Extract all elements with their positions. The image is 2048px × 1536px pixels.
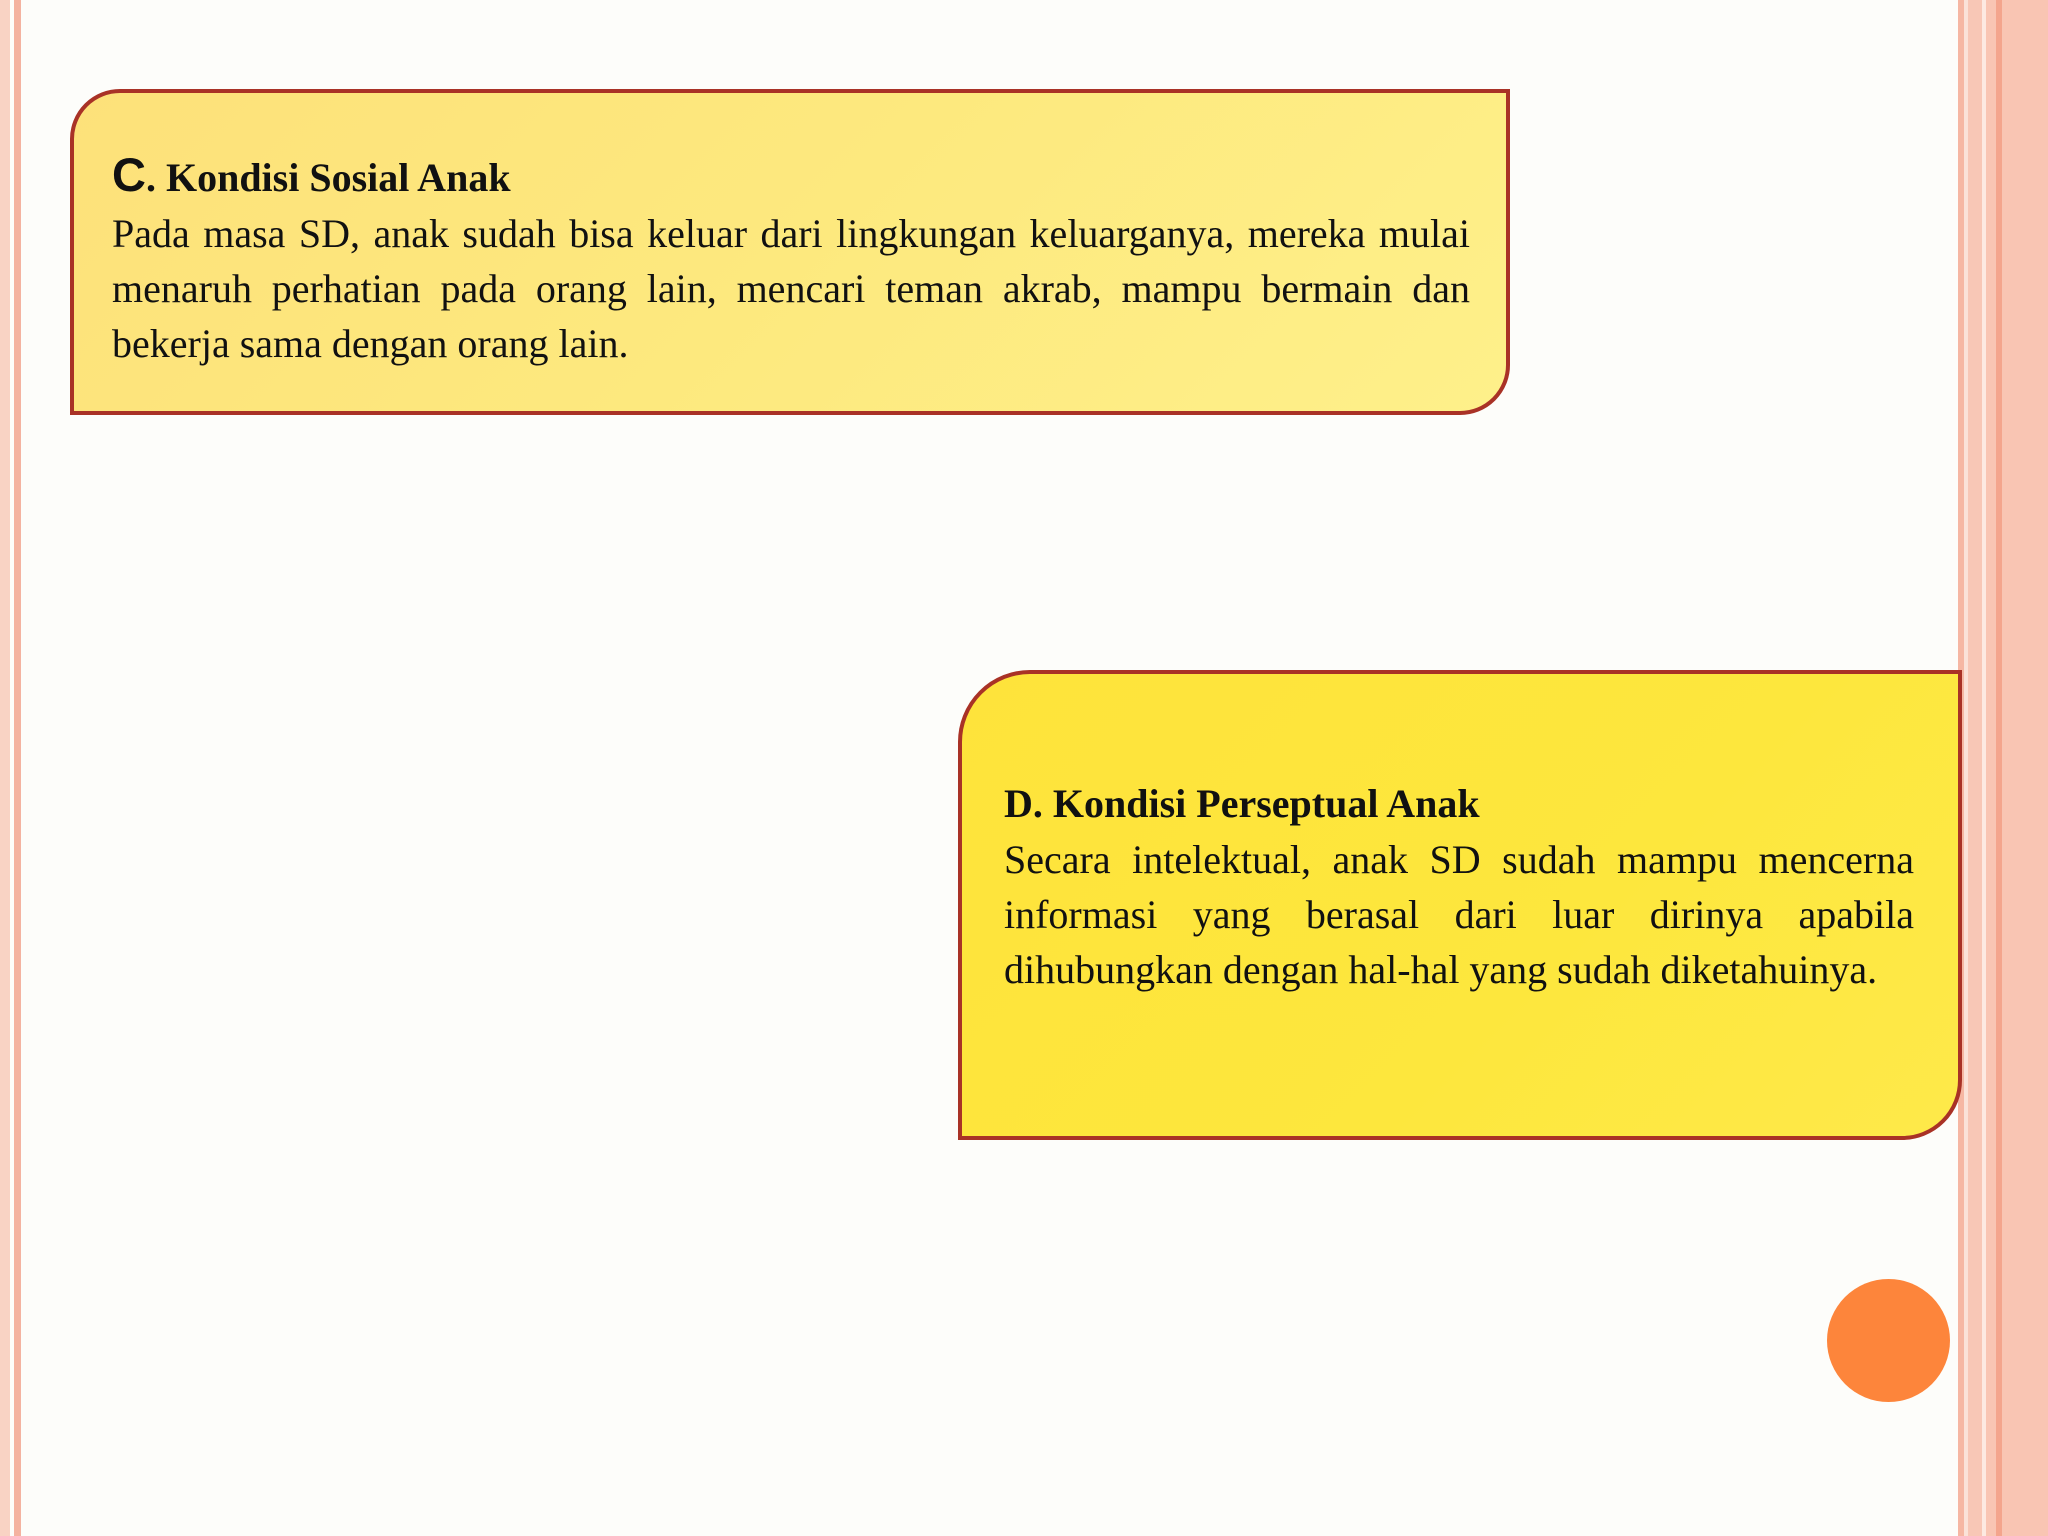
title-text: . Kondisi Sosial Anak: [145, 155, 511, 200]
callout-kondisi-sosial-title: [112, 147, 1470, 206]
callout-kondisi-perseptual: [958, 670, 1962, 1140]
decorative-orange-circle: [1827, 1279, 1950, 1402]
left-border-stripe: [0, 0, 10, 1536]
right-border-stripe: [1996, 0, 2002, 1536]
callout-kondisi-sosial: [70, 89, 1510, 415]
right-border-stripe: [1968, 0, 1982, 1536]
callout-kondisi-perseptual-title: D. Kondisi Perseptual Anak: [1004, 781, 1480, 826]
title-lead-letter: C: [112, 148, 146, 201]
callout-kondisi-perseptual-body: Secara intelektual, anak SD sudah mampu mencerna informasi yang berasal dari luar dirinya apabila dihubungkan dengan hal-hal yang sudah diketahuinya.: [1004, 837, 1914, 992]
left-border-stripe-inner: [14, 0, 21, 1536]
callout-kondisi-sosial-body: Pada masa SD, anak sudah bisa keluar dari lingkungan keluarganya, mereka mulai menaruh perhatian pada orang lain, mencari teman akrab, mampu bermain dan bekerja sama dengan orang lain.: [112, 211, 1470, 366]
